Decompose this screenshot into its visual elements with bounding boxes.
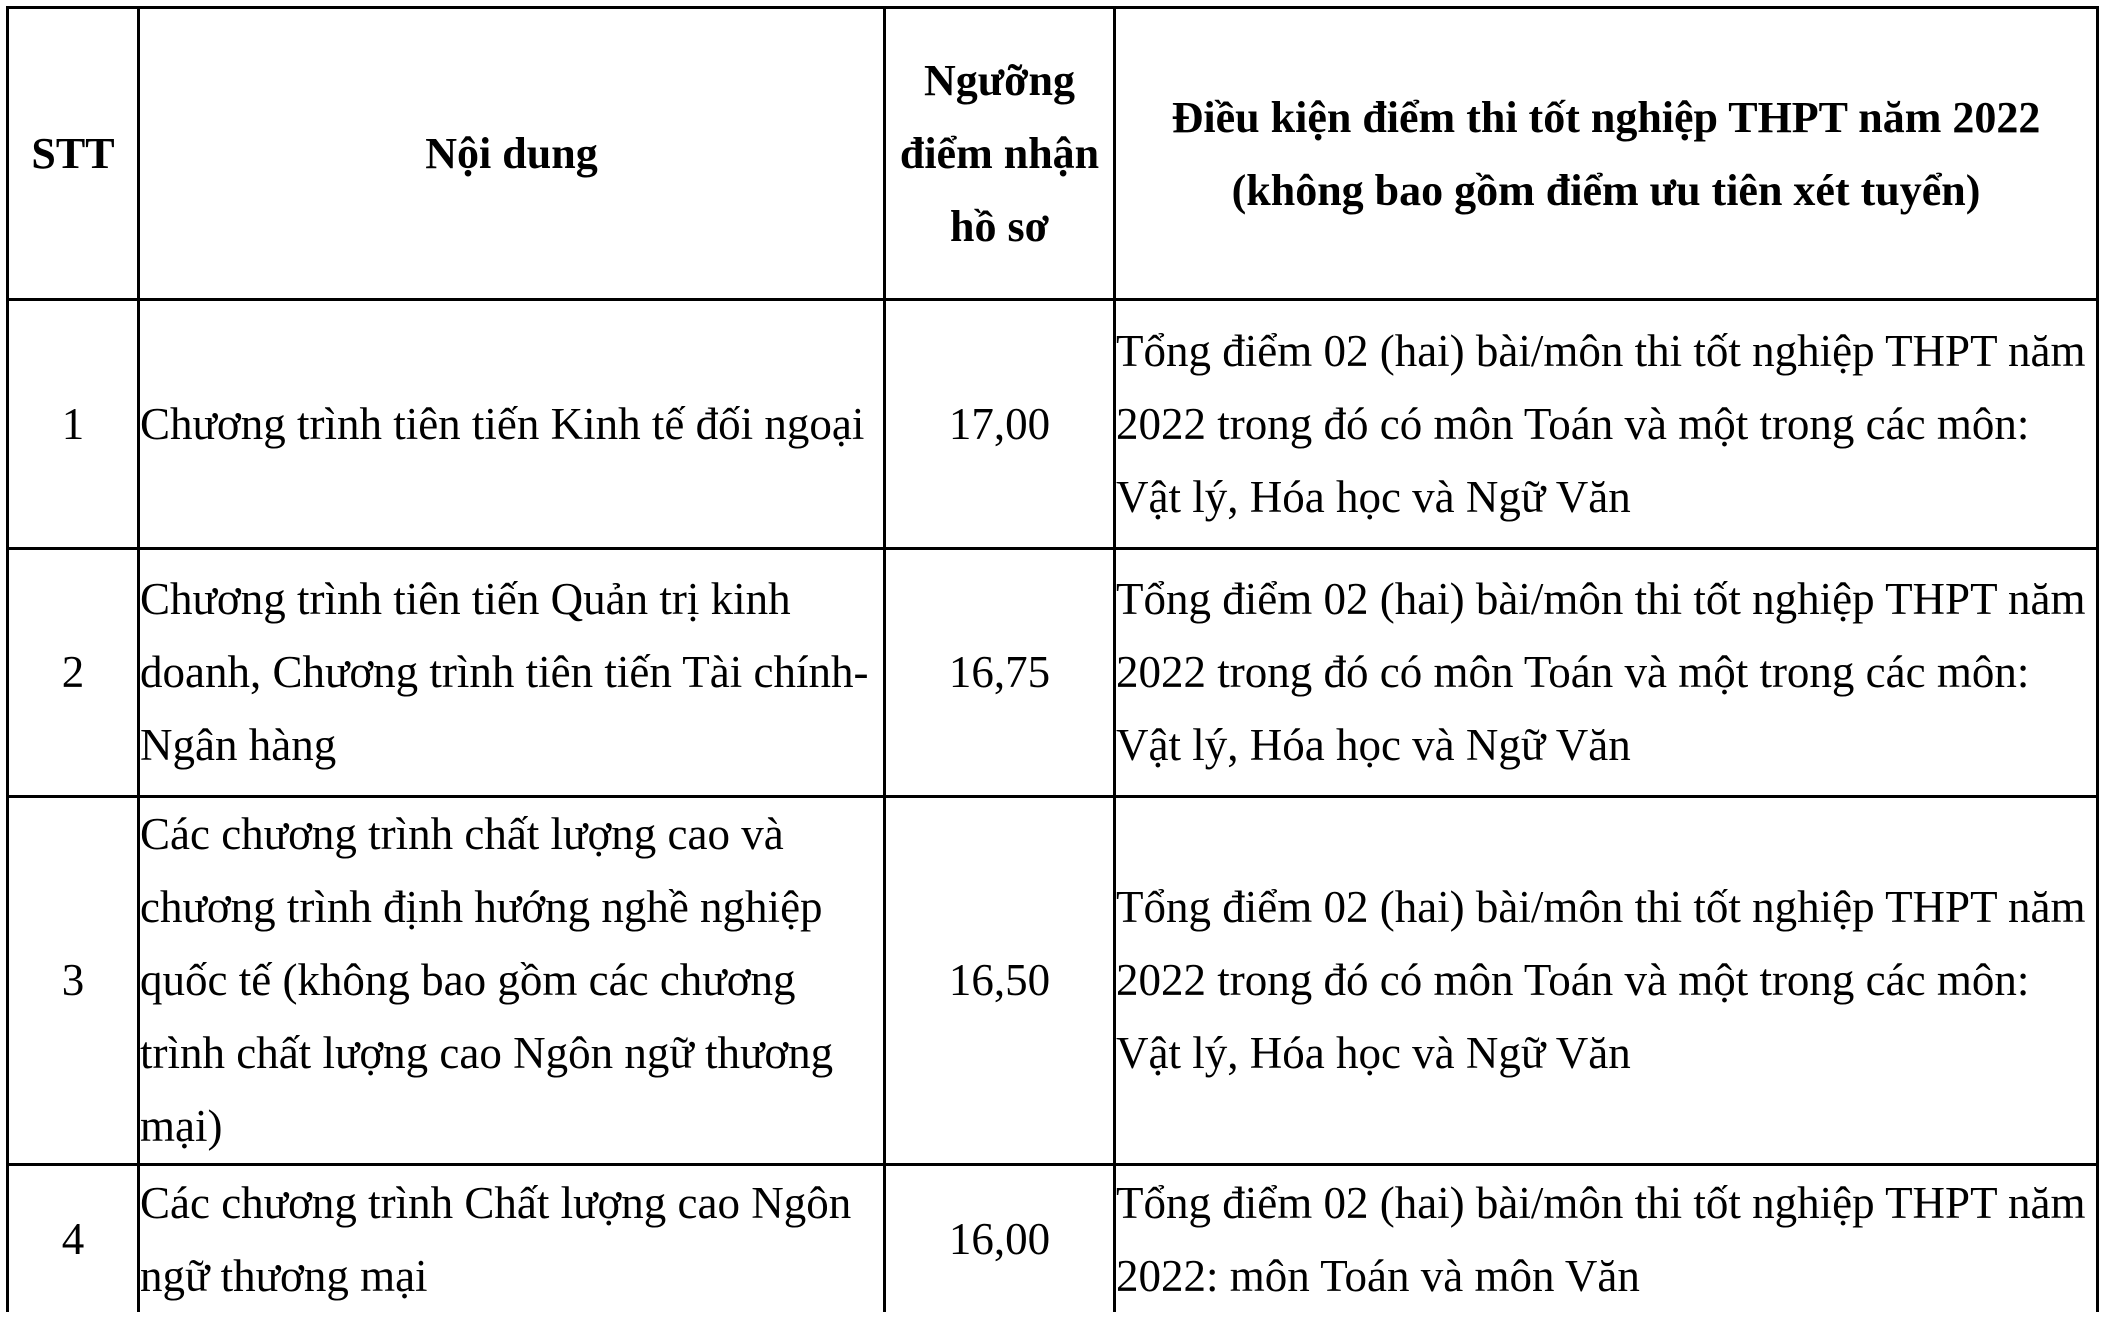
row-stt: 1 — [8, 300, 139, 549]
header-threshold: Ngưỡng điểm nhận hồ sơ — [885, 8, 1115, 300]
row-content: Các chương trình chất lượng cao và chương trình định hướng nghề nghiệp quốc tế (không bao gồm các chương trình chất lượng cao Ngôn ngữ thương mại) — [139, 797, 885, 1165]
page-bottom-edge — [0, 1312, 2102, 1321]
row-threshold: 16,00 — [885, 1165, 1115, 1315]
row-content: Chương trình tiên tiến Quản trị kinh doanh, Chương trình tiên tiến Tài chính-Ngân hàng — [139, 549, 885, 797]
row-threshold: 17,00 — [885, 300, 1115, 549]
row-stt: 2 — [8, 549, 139, 797]
admission-threshold-table — [6, 6, 2099, 1316]
row-condition: Tổng điểm 02 (hai) bài/môn thi tốt nghiệp THPT năm 2022 trong đó có môn Toán và một trong các môn: Vật lý, Hóa học và Ngữ Văn — [1115, 549, 2098, 797]
table-row — [8, 300, 2098, 549]
header-condition-line1: Điều kiện điểm thi tốt nghiệp THPT năm 2022 — [1171, 92, 2041, 142]
header-stt: STT — [8, 8, 139, 300]
row-threshold: 16,50 — [885, 797, 1115, 1165]
row-condition: Tổng điểm 02 (hai) bài/môn thi tốt nghiệp THPT năm 2022 trong đó có môn Toán và một trong các môn: Vật lý, Hóa học và Ngữ Văn — [1115, 300, 2098, 549]
table-row — [8, 549, 2098, 797]
header-condition-line2: (không bao gồm điểm ưu tiên xét tuyển) — [1231, 165, 1981, 215]
header-condition — [1115, 8, 2098, 300]
table-row — [8, 797, 2098, 1165]
table-header-row — [8, 8, 2098, 300]
row-condition: Tổng điểm 02 (hai) bài/môn thi tốt nghiệp THPT năm 2022: môn Toán và môn Văn — [1115, 1165, 2098, 1315]
table-row — [8, 1165, 2098, 1315]
row-stt: 3 — [8, 797, 139, 1165]
admission-table-container — [6, 6, 2099, 1316]
header-content: Nội dung — [139, 8, 885, 300]
row-threshold: 16,75 — [885, 549, 1115, 797]
row-content: Chương trình tiên tiến Kinh tế đối ngoại — [139, 300, 885, 549]
row-condition: Tổng điểm 02 (hai) bài/môn thi tốt nghiệp THPT năm 2022 trong đó có môn Toán và một trong các môn: Vật lý, Hóa học và Ngữ Văn — [1115, 797, 2098, 1165]
row-content: Các chương trình Chất lượng cao Ngôn ngữ thương mại — [139, 1165, 885, 1315]
row-stt: 4 — [8, 1165, 139, 1315]
